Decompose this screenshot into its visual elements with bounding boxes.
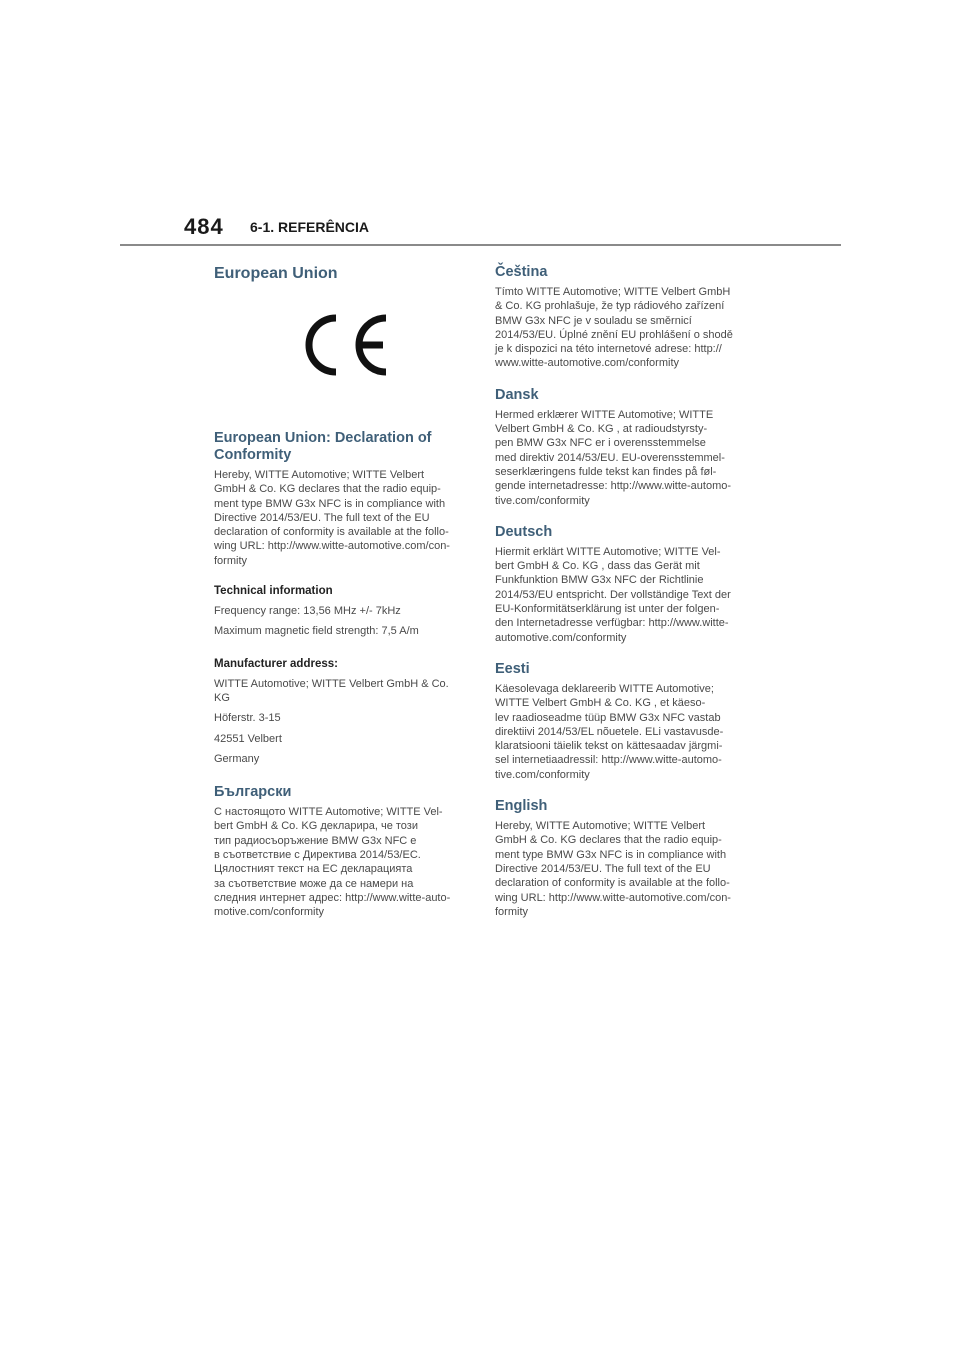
- frequency-range: Frequency range: 13,56 MHz +/- 7kHz: [214, 605, 401, 618]
- text-line: EU-Konformitätserklärung ist unter der folgen-: [495, 603, 720, 616]
- manufacturer-street: Höferstr. 3-15: [214, 712, 281, 725]
- heading-line: European Union: Declaration of: [214, 430, 432, 446]
- text-line: 2014/53/EU entspricht. Der vollständige Text der: [495, 588, 731, 601]
- text-line: следния интернет адрес: http://www.witte-auto-: [214, 891, 451, 904]
- text-line: в съответствие с Директива 2014/53/ЕС.: [214, 849, 421, 862]
- text-line: GmbH & Co. KG declares that the radio equip-: [214, 483, 441, 496]
- text-line: lev raadioseadme tüüp BMW G3x NFC vastab: [495, 711, 721, 724]
- text-line: WITTE Velbert GmbH & Co. KG , et käeso-: [495, 697, 706, 710]
- text-line: ment type BMW G3x NFC is in compliance with: [495, 848, 727, 861]
- text-line: bert GmbH & Co. KG декларира, че този: [214, 820, 418, 833]
- text-line: formity: [214, 554, 247, 567]
- text-line: wing URL: http://www.witte-automotive.com/con-: [214, 540, 450, 553]
- text-line: Hiermit erklärt WITTE Automotive; WITTE Vel-: [495, 545, 721, 558]
- text-line: sel internetiaadressil: http://www.witte-automo-: [495, 754, 722, 767]
- heading-technical-information: Technical information: [214, 585, 333, 598]
- text-line: formity: [495, 905, 528, 918]
- text-line: Hermed erklærer WITTE Automotive; WITTE: [495, 408, 714, 421]
- text-line: Directive 2014/53/EU. The full text of the EU: [495, 862, 711, 875]
- text-line: WITTE Automotive; WITTE Velbert GmbH & Co.: [214, 677, 449, 690]
- heading-czech: Čeština: [495, 264, 548, 280]
- text-line: gende internetadresse: http://www.witte-automo-: [495, 480, 732, 493]
- text-line: www.witte-automotive.com/conformity: [495, 357, 679, 370]
- text-line: BMW G3x NFC je v souladu se směrnicí: [495, 314, 692, 327]
- danish-paragraph: [495, 408, 751, 508]
- text-line: ment type BMW G3x NFC is in compliance with: [214, 497, 446, 510]
- estonian-paragraph: [495, 682, 751, 782]
- heading-danish: Dansk: [495, 386, 539, 403]
- text-line: motive.com/conformity: [214, 906, 325, 919]
- header-divider: [120, 244, 841, 246]
- text-line: wing URL: http://www.witte-automotive.com/con-: [495, 891, 731, 904]
- heading-line: Conformity: [214, 447, 292, 463]
- ce-mark-icon: [296, 312, 392, 378]
- left-column: [214, 264, 468, 920]
- right-column: [495, 264, 751, 919]
- manufacturer-city: 42551 Velbert: [214, 732, 282, 745]
- heading-estonian: Eesti: [495, 660, 530, 677]
- text-line: seserklæringens fulde tekst kan findes på føl-: [495, 465, 717, 478]
- text-line: & Co. KG prohlašuje, že typ rádiového zařízení: [495, 300, 725, 313]
- text-line: direktiivi 2014/53/EL nõuetele. ELi vastavusde-: [495, 725, 724, 738]
- text-line: tive.com/conformity: [495, 768, 590, 781]
- text-line: С настоящото WITTE Automotive; WITTE Vel-: [214, 806, 443, 819]
- english-paragraph: [495, 819, 751, 919]
- text-line: pen BMW G3x NFC er i overensstemmelse: [495, 437, 706, 450]
- chapter-title: 6-1. REFERÊNCIA: [250, 219, 370, 235]
- page-number: 484: [184, 214, 224, 239]
- text-line: je k dispozici na této internetové adrese: http://: [495, 343, 722, 356]
- heading-declaration-of-conformity: [214, 430, 468, 464]
- german-paragraph: [495, 545, 751, 645]
- heading-bulgarian: Български: [214, 784, 292, 801]
- text-line: automotive.com/conformity: [495, 631, 627, 644]
- text-line: bert GmbH & Co. KG , dass das Gerät mit: [495, 560, 700, 573]
- text-line: за съответствие може да се намери на: [214, 877, 414, 890]
- declaration-paragraph: [214, 468, 468, 568]
- text-line: Directive 2014/53/EU. The full text of the EU: [214, 511, 430, 524]
- text-line: declaration of conformity is available at the follo-: [495, 877, 730, 890]
- manufacturer-name: [214, 677, 468, 706]
- heading-english: English: [495, 798, 548, 815]
- text-line: 2014/53/EU. Úplné znění EU prohlášení o shodě: [495, 328, 733, 341]
- text-line: GmbH & Co. KG declares that the radio equip-: [495, 834, 722, 847]
- text-line: den Internetadresse verfügbar: http://www.witte-: [495, 617, 729, 630]
- text-line: Hereby, WITTE Automotive; WITTE Velbert: [214, 469, 425, 481]
- text-line: KG: [214, 691, 230, 704]
- text-line: tive.com/conformity: [495, 494, 590, 507]
- ce-mark-c-letter: [309, 318, 336, 372]
- bulgarian-paragraph: [214, 805, 468, 919]
- text-line: klaratsiooni täielik tekst on kättesaadav järgmi-: [495, 740, 723, 753]
- ce-mark-e-bar: [362, 342, 383, 349]
- section-title-european-union: European Union: [214, 265, 338, 282]
- text-line: Velbert GmbH & Co. KG , at radioudstyrsty-: [495, 423, 708, 436]
- text-line: тип радиосъоръжение BMW G3x NFC е: [214, 834, 417, 847]
- magnetic-field-strength: Maximum magnetic field strength: 7,5 A/m: [214, 625, 419, 638]
- text-line: declaration of conformity is available at the follo-: [214, 526, 449, 539]
- text-line: Цялостният текст на ЕС декларацията: [214, 863, 413, 876]
- heading-german: Deutsch: [495, 523, 553, 540]
- text-line: Tímto WITTE Automotive; WITTE Velbert GmbH: [495, 286, 731, 298]
- manufacturer-country: Germany: [214, 752, 260, 765]
- heading-manufacturer-address: Manufacturer address:: [214, 657, 338, 670]
- czech-paragraph: [495, 285, 751, 371]
- text-line: Funkfunktion BMW G3x NFC der Richtlinie: [495, 574, 704, 587]
- text-line: Käesolevaga deklareerib WITTE Automotive;: [495, 682, 714, 695]
- text-line: med direktiv 2014/53/EU. EU-overensstemmel-: [495, 451, 725, 464]
- text-line: Hereby, WITTE Automotive; WITTE Velbert: [495, 820, 706, 833]
